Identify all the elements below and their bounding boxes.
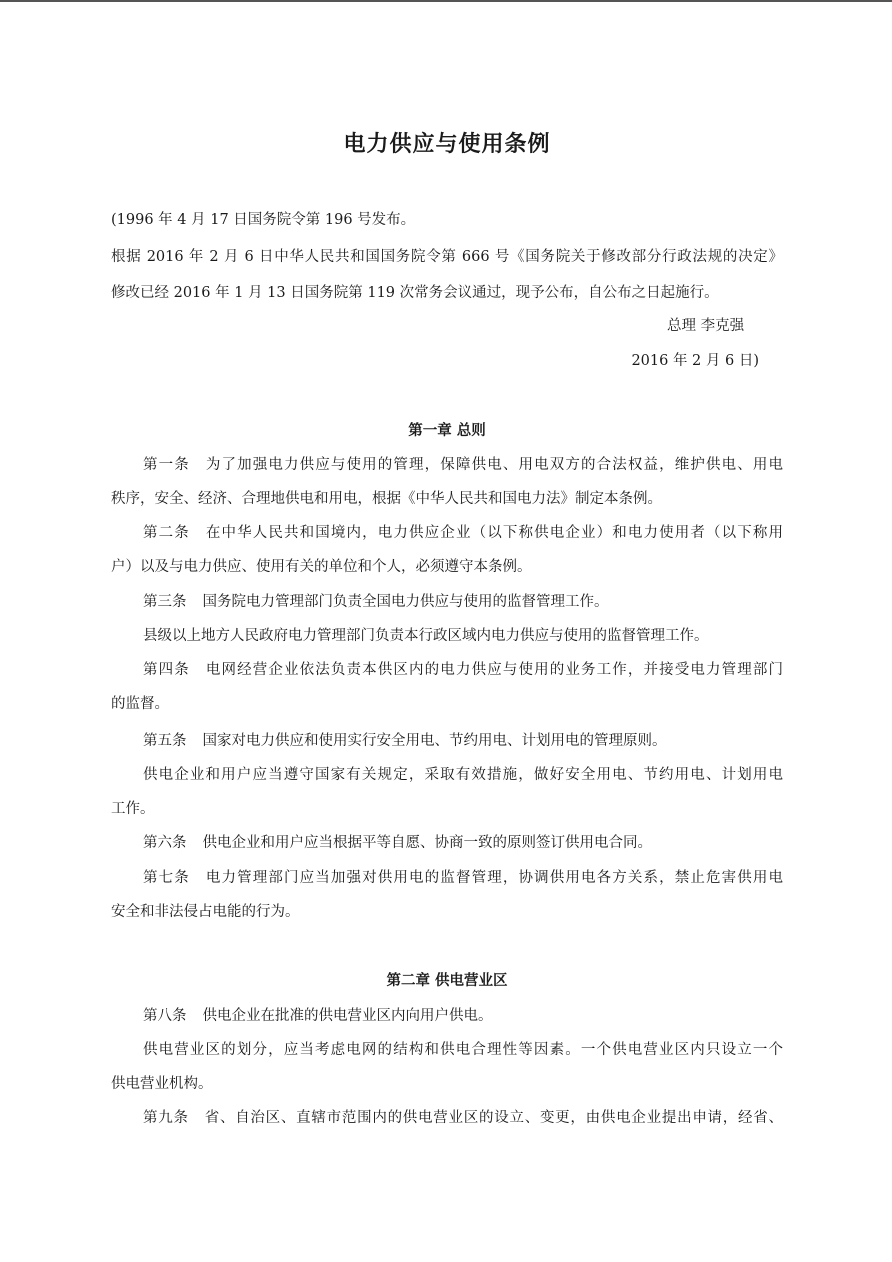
article-3-line-1 [111, 591, 783, 613]
document-title: 电力供应与使用条例 [343, 131, 551, 157]
article-3-text: 国务院电力管理部门负责全国电力供应与使用的监督管理工作。 [202, 594, 609, 610]
article-5-paragraph-2-line-1: 供电企业和用户应当遵守国家有关规定，采取有效措施，做好安全用电、节约用电、计划用电 [143, 767, 783, 783]
article-5-line-1 [111, 730, 783, 752]
article-3-paragraph-2: 县级以上地方人民政府电力管理部门负责本行政区域内电力供应与使用的监督管理工作。 [143, 628, 709, 644]
article-8-text: 供电企业在批准的供电营业区内向用户供电。 [202, 1008, 493, 1024]
article-7-line-2: 安全和非法侵占电能的行为。 [111, 904, 300, 920]
article-1-label: 第一条 [143, 457, 190, 473]
signature: 总理 李克强 [667, 318, 745, 334]
article-1-line-1 [111, 454, 783, 476]
article-5-text: 国家对电力供应和使用实行安全用电、节约用电、计划用电的管理原则。 [202, 733, 667, 749]
article-9-line-1 [111, 1107, 783, 1129]
article-7-text: 电力管理部门应当加强对供用电的监督管理，协调供用电各方关系，禁止危害供用电 [205, 870, 783, 886]
article-8-line-1 [111, 1005, 783, 1027]
article-4-line-1 [111, 659, 783, 681]
preamble-line-3: 修改已经 2016 年 1 月 13 日国务院第 119 次常务会议通过，现予公布，自公布之日起施行。 [111, 285, 719, 301]
chapter-1-heading: 第一章 总则 [408, 422, 486, 439]
article-6-label: 第六条 [143, 835, 187, 851]
article-2-line-1 [111, 522, 783, 544]
article-2-text: 在中华人民共和国境内，电力供应企业（以下称供电企业）和电力使用者（以下称用 [205, 525, 783, 541]
preamble-line-2: 根据 2016 年 2 月 6 日中华人民共和国国务院令第 666 号《国务院关于修改部分行政法规的决定》 [111, 249, 783, 265]
article-4-label: 第四条 [143, 662, 190, 678]
article-8-paragraph-2-line-1: 供电营业区的划分，应当考虑电网的结构和供电合理性等因素。一个供电营业区内只设立一个 [143, 1042, 783, 1058]
article-2-label: 第二条 [143, 525, 190, 541]
article-7-line-1 [111, 867, 783, 889]
article-4-text: 电网经营企业依法负责本供区内的电力供应与使用的业务工作，并接受电力管理部门 [205, 662, 783, 678]
article-7-label: 第七条 [143, 870, 190, 886]
article-5-paragraph-2-line-2: 工作。 [111, 801, 155, 817]
promulgation-date: 2016 年 2 月 6 日) [631, 353, 759, 369]
article-8-paragraph-2-line-2: 供电营业机构。 [111, 1076, 213, 1092]
article-8-label: 第八条 [143, 1008, 187, 1024]
chapter-2-heading: 第二章 供电营业区 [386, 972, 508, 989]
article-3-label: 第三条 [143, 594, 187, 610]
article-4-line-2: 的监督。 [111, 696, 169, 712]
article-9-text: 省、自治区、直辖市范围内的供电营业区的设立、变更，由供电企业提出申请，经省、 [204, 1110, 783, 1126]
article-6-line-1 [111, 832, 783, 854]
article-1-line-2: 秩序，安全、经济、合理地供电和用电，根据《中华人民共和国电力法》制定本条例。 [111, 491, 662, 507]
article-5-label: 第五条 [143, 733, 187, 749]
page-top-border [0, 0, 892, 2]
preamble-line-1: (1996 年 4 月 17 日国务院令第 196 号发布。 [111, 212, 416, 228]
article-1-text: 为了加强电力供应与使用的管理，保障供电、用电双方的合法权益，维护供电、用电 [205, 457, 783, 473]
article-6-text: 供电企业和用户应当根据平等自愿、协商一致的原则签订供用电合同。 [202, 835, 652, 851]
article-9-label: 第九条 [143, 1110, 189, 1126]
article-2-line-2: 户）以及与电力供应、使用有关的单位和个人，必须遵守本条例。 [111, 559, 532, 575]
